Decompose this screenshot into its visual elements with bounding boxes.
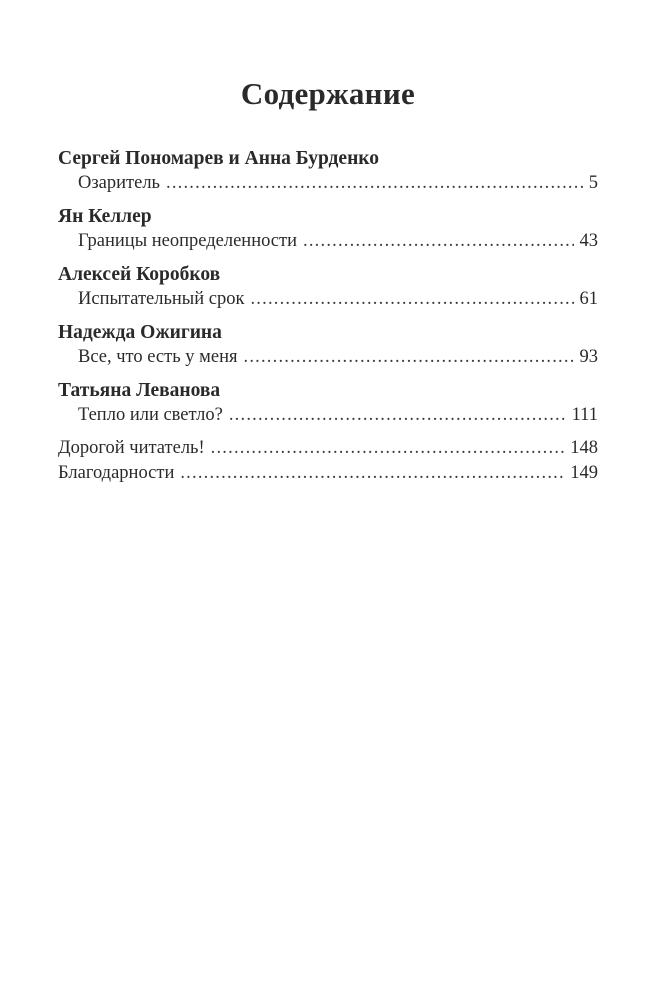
- toc-extras: [58, 436, 598, 486]
- toc-author: Алексей Коробков: [58, 264, 221, 285]
- toc-page-number: 43: [579, 231, 598, 251]
- toc-entry[interactable]: [58, 229, 598, 254]
- toc-section: [58, 320, 598, 370]
- dot-leader: [244, 345, 574, 370]
- toc-entry-title: Озаритель: [78, 173, 160, 193]
- toc-page-number: 5: [588, 173, 598, 193]
- toc-author: Ян Келлер: [58, 206, 152, 227]
- toc-page-number: 149: [570, 463, 598, 483]
- toc-entry[interactable]: [58, 436, 598, 461]
- toc-page-number: 61: [579, 289, 598, 309]
- toc-entry-title: Испытательный срок: [78, 289, 245, 309]
- toc-entry[interactable]: [58, 461, 598, 486]
- toc-entry-title: Тепло или светло?: [78, 405, 223, 425]
- toc-section: [58, 262, 598, 312]
- toc-entry[interactable]: [58, 345, 598, 370]
- dot-leader: [250, 287, 573, 312]
- toc-section: [58, 146, 598, 196]
- toc-page-number: 148: [570, 438, 598, 458]
- table-of-contents: [58, 146, 598, 486]
- dot-leader: [180, 461, 564, 486]
- toc-section: [58, 378, 598, 428]
- toc-entry[interactable]: [58, 403, 598, 428]
- toc-entry[interactable]: [58, 171, 598, 196]
- toc-entry[interactable]: [58, 287, 598, 312]
- toc-page-number: 93: [579, 347, 598, 367]
- dot-leader: [211, 436, 565, 461]
- toc-entry-title: Границы неопределенности: [78, 231, 298, 251]
- toc-entry-title: Все, что есть у меня: [78, 347, 238, 367]
- toc-author: Татьяна Леванова: [58, 380, 221, 401]
- page-title: Содержание: [240, 76, 416, 111]
- toc-page-number: 111: [571, 405, 598, 425]
- dot-leader: [229, 403, 566, 428]
- toc-section: [58, 204, 598, 254]
- toc-author: Надежда Ожигина: [58, 322, 222, 343]
- dot-leader: [166, 171, 583, 196]
- dot-leader: [303, 229, 573, 254]
- toc-entry-title: Дорогой читатель!: [58, 438, 205, 458]
- toc-entry-title: Благодарности: [58, 463, 175, 483]
- toc-author: Сергей Пономарев и Анна Бурденко: [58, 148, 380, 169]
